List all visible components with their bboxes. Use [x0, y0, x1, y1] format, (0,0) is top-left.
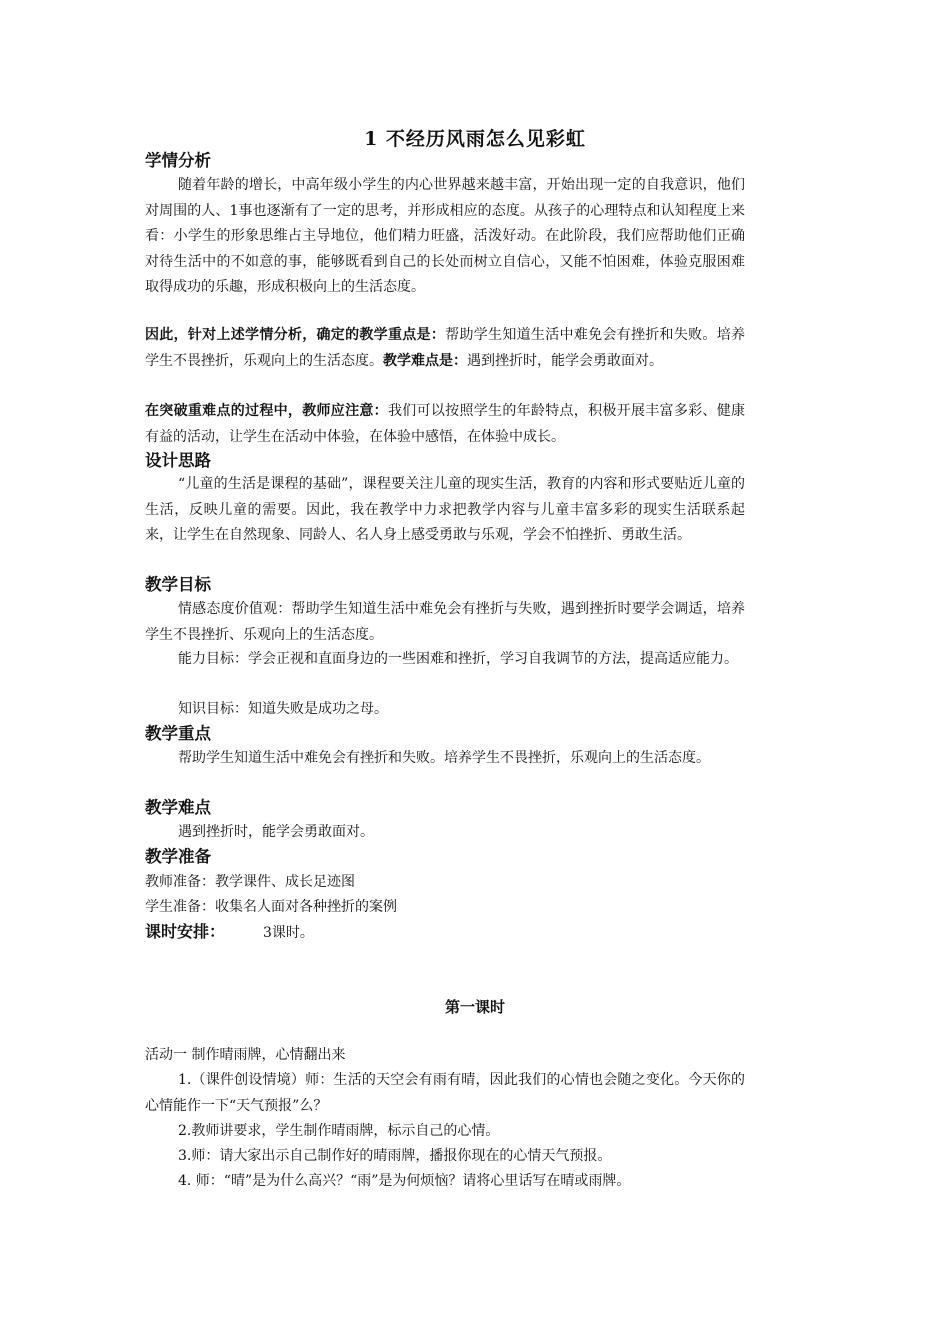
difficulty-body: 遇到挫折时，能学会勇敢面对。: [178, 824, 374, 840]
activity-step-2: 2.教师讲要求，学生制作晴雨牌，标示自己的心情。: [178, 1123, 500, 1139]
document-title: 1 不经历风雨怎么见彩虹: [364, 128, 586, 150]
heading-student-analysis: 学情分析: [145, 151, 211, 170]
difficulty-lead: 教学难点是：: [383, 352, 467, 369]
key-points-text: 帮助学生知道生活中难免会有挫折和失败。培养学生不畏挫折，乐观向上的生活态度。: [145, 327, 746, 369]
teacher-preparation: 教师准备：教学课件、成长足迹图: [145, 874, 355, 890]
goal-knowledge: 知识目标：知道失败是成功之母。: [178, 701, 388, 717]
teacher-notes-paragraph: [145, 399, 745, 450]
student-preparation: 学生准备：收集名人面对各种挫折的案例: [145, 899, 397, 915]
goal-emotion: 情感态度价值观：帮助学生知道生活中难免会有挫折与失败，遇到挫折时要学会调适，培养学生不畏挫折、乐观向上的生活态度。: [145, 601, 745, 643]
schedule-label: 课时安排：: [145, 922, 226, 941]
heading-teaching-goals: 教学目标: [145, 575, 211, 594]
teacher-notes-lead: 在突破重难点的过程中，教师应注意：: [145, 403, 388, 419]
activity-step-1: 1.（课件创设情境）师：生活的天空会有雨有晴，因此我们的心情也会随之变化。今天你的心情能作一下“天气预报”么？: [145, 1072, 745, 1114]
key-points-lead: 因此，针对上述学情分析，确定的教学重点是：: [145, 327, 446, 343]
schedule-line: [145, 920, 745, 947]
goal-ability: 能力目标：学会正视和直面身边的一些困难和挫折，学习自我调节的方法，提高适应能力。: [178, 651, 738, 667]
lesson-one-title: 第一课时: [444, 998, 505, 1016]
heading-design-idea: 设计思路: [145, 451, 211, 470]
design-idea-paragraph: “儿童的生活是课程的基础”，课程要关注儿童的现实生活，教育的内容和形式要贴近儿童的生活，反映儿童的需要。因此，我在教学中力求把教学内容与儿童丰富多彩的现实生活联系起来，让学生在自然现象、同龄人、名人身上感受勇敢与乐观，学会不怕挫折、勇敢生活。: [145, 476, 745, 543]
difficulty-text: 遇到挫折时，能学会勇敢面对。: [467, 352, 663, 369]
student-analysis-paragraph: 随着年龄的增长，中高年级小学生的内心世界越来越丰富，开始出现一定的自我意识，他们对周围的人、1事也逐渐有了一定的思考，并形成相应的态度。从孩子的心理特点和认知程度上来看：小学生的形象思维占主导地位，他们精力旺盛，活泼好动。在此阶段，我们应帮助他们正确对待生活中的不如意的事，能够既看到自己的长处而树立自信心，又能不怕困难，体验克服困难取得成功的乐趣，形成积极向上的生活态度。: [145, 177, 745, 295]
key-points-body: 帮助学生知道生活中难免会有挫折和失败。培养学生不畏挫折，乐观向上的生活态度。: [178, 750, 710, 766]
heading-difficulty: 教学难点: [145, 798, 211, 817]
activity-one-title: 活动一 制作晴雨牌，心情翻出来: [145, 1047, 346, 1063]
activity-step-4: 4. 师：“晴”是为什么高兴？“雨”是为何烦恼？请将心里话写在晴或雨牌。: [178, 1173, 631, 1189]
teacher-notes-text: 我们可以按照学生的年龄特点，积极开展丰富多彩、健康有益的活动，让学生在活动中体验，在体验中感悟，在体验中成长。: [145, 403, 746, 445]
activity-step-3: 3.师：请大家出示自己制作好的晴雨牌，播报你现在的心情天气预报。: [178, 1148, 612, 1164]
heading-key-points: 教学重点: [145, 724, 211, 743]
schedule-value: 3课时。: [263, 925, 314, 941]
key-points-paragraph: [145, 323, 745, 374]
heading-preparation: 教学准备: [145, 847, 211, 866]
